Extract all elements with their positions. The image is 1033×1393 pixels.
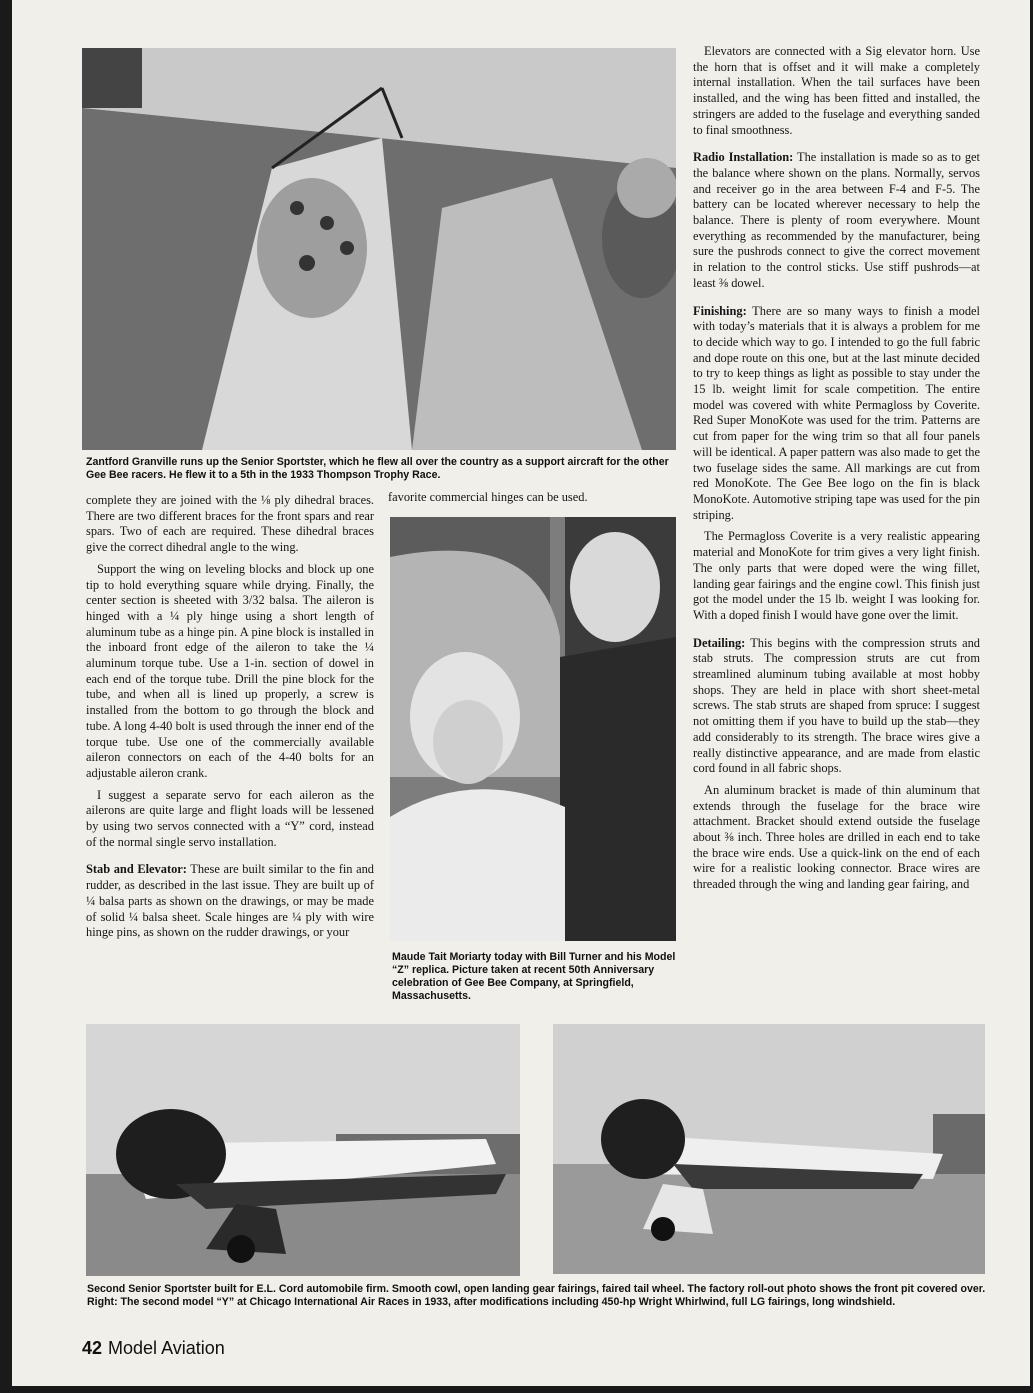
airplane-photo-icon bbox=[553, 1024, 985, 1274]
portrait-photo-icon bbox=[390, 517, 676, 941]
cockpit-photo-icon bbox=[82, 48, 676, 450]
detailing-text: This begins with the compression struts and stab struts. The compression struts are cut from streamlined aluminum tubing available at most hobby shops. They are held in place with short sheet-metal screws. The stab struts are shaped from spruce: I suggest not omitting them if you have to build up the stab—they add considerably to its strength. The brace wires give a really distinctive appearance, and are made from elastic cord found in all fabric shops. bbox=[693, 635, 980, 776]
col3-bracket-paragraph: An aluminum bracket is made of thin aluminum that extends through the fuselage for the brace wire attachment. Bracket should extend outside the fuselage about ⅜ inch. Three holes are drilled in each end to take the brace wire ends. Use a quick-link on the end of each wire for a realistic looking connector. Brace wires are threaded through the wing and landing gear fairing, and bbox=[693, 782, 980, 892]
finishing-text: There are so many ways to finish a model with today’s materials that it is always a problem for me to decide which way to go. I intended to go the full fabric and dope route on this one, but at the last minute decided to try to keep things as light as possible to stay under the 15 lb. weight limit for scale competition. The entire model was covered with white Permagloss by Coverite. Red Super MonoKote was used for the trim. Patterns are cut from paper for the wing trim so that all four panels will be identical. A paper pattern was also made to get the two fuselage sides the same. All markings are cut from red MonoKote. The Gee Bee logo on the fin is black MonoKote. Automotive striping tape was used for the pin striping. bbox=[693, 303, 980, 522]
col3-paragraph-1: Elevators are connected with a Sig elevator horn. Use the horn that is offset and it will make a completely internal installation. When the tail surfaces have been installed, and the wing has been fitted and installed, the stringers are added to the fuselage and everything sanded to final smoothness. bbox=[693, 44, 980, 137]
page-folio bbox=[82, 1338, 225, 1359]
col3-finishing-section bbox=[693, 304, 980, 524]
bottom-photos-caption: Second Senior Sportster built for E.L. Cord automobile firm. Smooth cowl, open landing gear fairings, faired tail wheel. The factory roll-out photo shows the front pit covered over. Right: The second model “Y” at Chicago International Air Races in 1933, after modifications including 450-hp Wright Whirlwind, full LG fairings, long windshield. bbox=[87, 1283, 986, 1308]
magazine-name: Model Aviation bbox=[108, 1338, 225, 1358]
magazine-page bbox=[12, 0, 1030, 1386]
bottom-left-photo bbox=[86, 1024, 520, 1276]
column-1 bbox=[86, 493, 374, 947]
top-photo-caption: Zantford Granville runs up the Senior Sportster, which he flew all over the country as a support aircraft for the other Gee Bee racers. He flew it to a 5th in the 1933 Thompson Trophy Race. bbox=[86, 456, 669, 481]
page-number: 42 bbox=[82, 1338, 103, 1358]
radio-heading: Radio Installation: bbox=[693, 150, 794, 165]
middle-photo bbox=[390, 517, 676, 941]
finishing-heading: Finishing: bbox=[693, 303, 747, 318]
top-photo bbox=[82, 48, 676, 450]
col1-paragraph-3: I suggest a separate servo for each aileron as the ailerons are quite large and flight loads will be lessened by using two servos connected with a “Y” cord, instead of the normal single servo installation. bbox=[86, 787, 374, 849]
col1-paragraph-1: complete they are joined with the ⅛ ply dihedral braces. There are two different braces for the front spars and rear spars. Two of each are required. These dihedral braces give the correct dihedral angle to the wing. bbox=[86, 493, 374, 555]
col3-permagloss-paragraph: The Permagloss Coverite is a very realistic appearing material and MonoKote for trim gives a very light finish. The only parts that were doped were the wing fillet, landing gear fairings and the engine cowl. This finish just got the model under the 15 lb. weight I was looking for. With a doped finish I would have gone over the limit. bbox=[693, 529, 980, 622]
col2-paragraph-1: favorite commercial hinges can be used. bbox=[388, 490, 588, 504]
col3-detailing-section bbox=[693, 636, 980, 777]
stab-heading: Stab and Elevator: bbox=[86, 862, 187, 877]
detailing-heading: Detailing: bbox=[693, 635, 746, 650]
col3-radio-section bbox=[693, 150, 980, 291]
bottom-right-photo bbox=[553, 1024, 985, 1274]
column-2 bbox=[388, 490, 678, 512]
radio-text: The installation is made so as to get the balance where shown on the plans. Normally, servos and receiver go in the area between F-4 and F-5. The battery can be located wherever necessary to help the balance. There is plenty of room everywhere. Mount everything as recommended by the manufacturer, being sure the pushrods connect to give the correct movement in relation to the control sticks. Use stiff pushrods—at least ⅜ dowel. bbox=[693, 150, 980, 290]
middle-photo-caption: Maude Tait Moriarty today with Bill Turner and his Model “Z” replica. Picture taken at recent 50th Anniversary celebration of Gee Bee Company, at Springfield, Massachusetts. bbox=[392, 951, 676, 1002]
col1-stab-section bbox=[86, 862, 374, 941]
airplane-photo-icon bbox=[86, 1024, 520, 1276]
stab-text: These are built similar to the fin and rudder, as described in the last issue. They are built up of ¼ balsa parts as shown on the drawings, or may be made of solid ¼ balsa sheet. Scale hinges are ¼ ply with wire hinge pins, as shown on the rudder drawings, or your bbox=[86, 862, 374, 940]
col1-paragraph-2: Support the wing on leveling blocks and block up one tip to hold everything square while drying. Finally, the center section is sheeted with 3/32 balsa. The aileron is hinged with a ¼ ply hinge using a short length of aluminum tube as a hinge pin. A pine block is installed in the inboard front edge of the aileron to take the ¼ aluminum torque tube. Use a 1-in. section of dowel in each end of the torque tube. Drill the pine block for the tube, and when all is lined up properly, a screw is installed from the bottom to go through the block and tube. A long 4-40 bolt is used through the inner end of the torque tube. Use one of the commercially available aileron connectors on each of the 4-40 bolts for an adjustable aileron crank. bbox=[86, 561, 374, 780]
column-3 bbox=[693, 44, 980, 899]
